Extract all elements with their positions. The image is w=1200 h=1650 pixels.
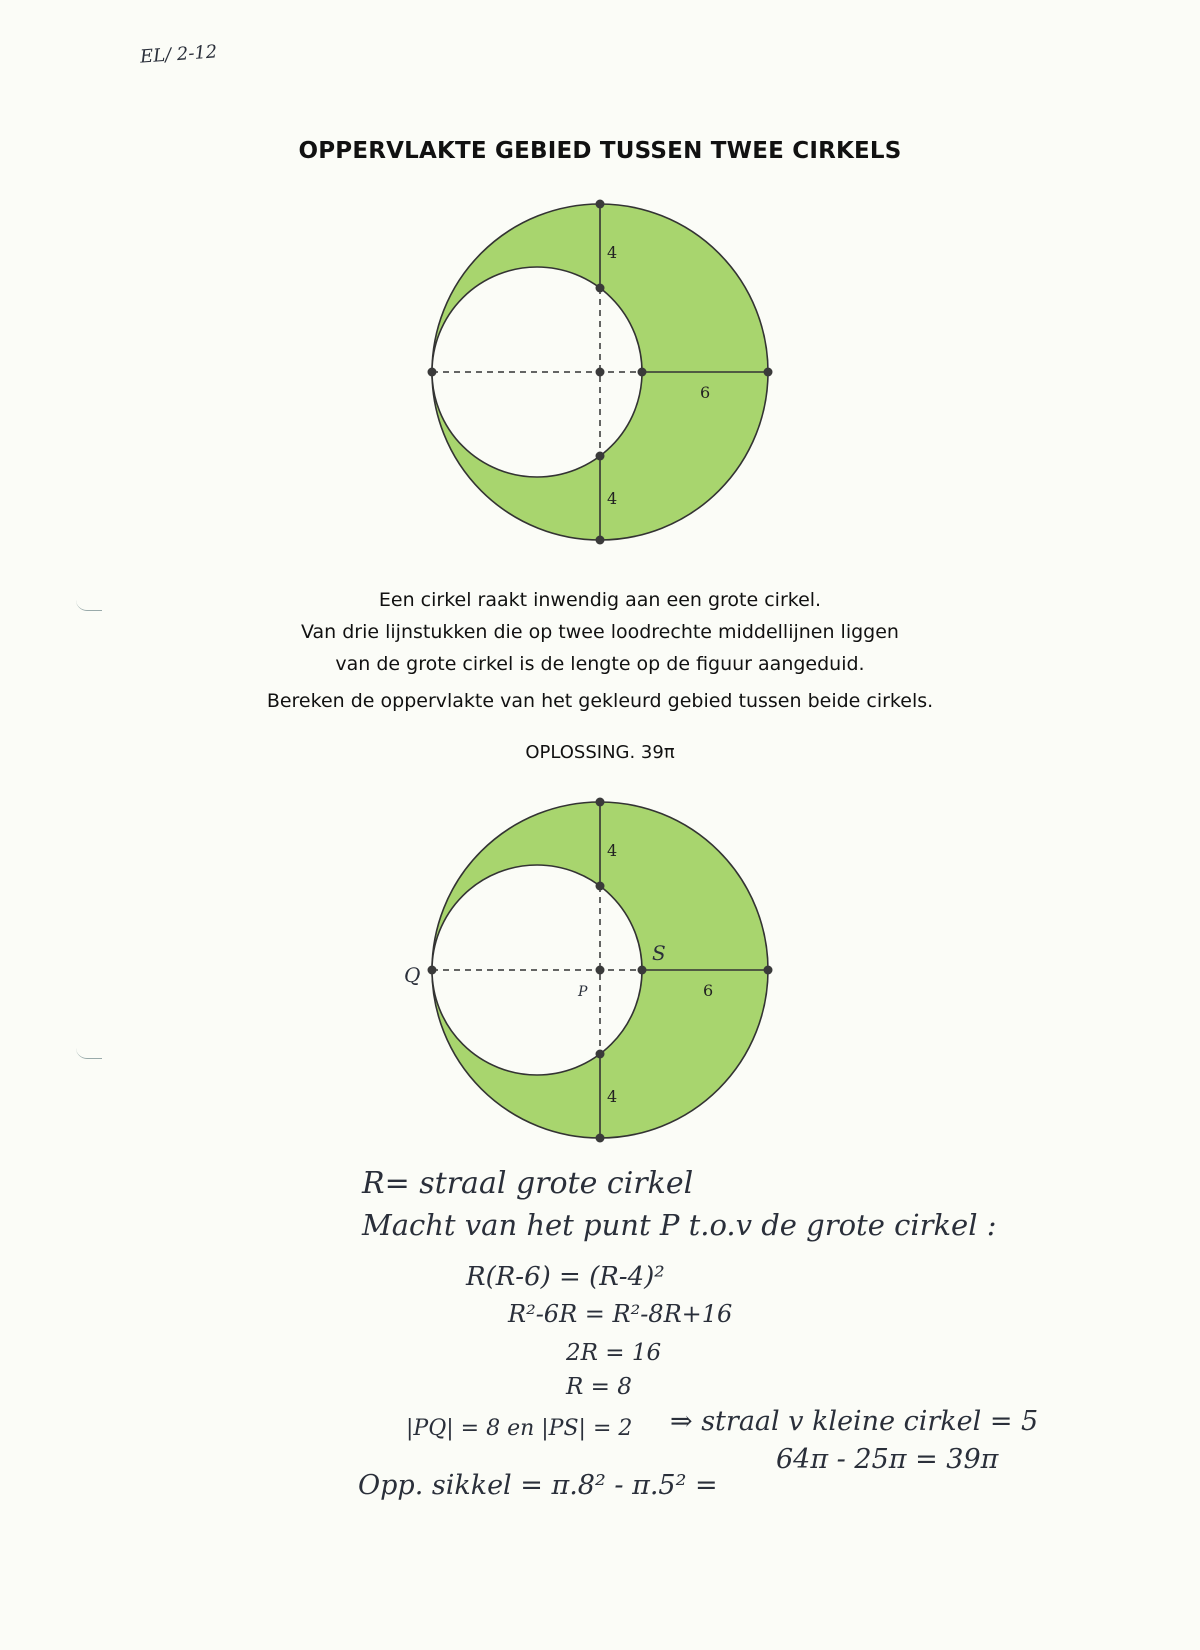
- handwritten-point-Q: Q: [404, 963, 421, 987]
- point-top: [596, 200, 605, 209]
- point-bottom: [596, 1134, 605, 1143]
- solution-line-9: Opp. sikkel = π.8² - π.5² =: [358, 1470, 718, 1501]
- answer: OPLOSSING. 39π: [525, 742, 675, 763]
- solution-line-7: |PQ| = 8 en |PS| = 2: [406, 1416, 633, 1441]
- label-right-6: 6: [700, 383, 711, 402]
- point-right: [764, 368, 773, 377]
- problem-line-3: van de grote cirkel is de lengte op de figuur aangeduid.: [335, 653, 865, 675]
- corner-note: EL/ 2-12: [139, 41, 218, 68]
- solution-line-3: R(R-6) = (R-4)²: [466, 1262, 665, 1292]
- problem-line-2: Van drie lijnstukken die op twee loodrechte middellijnen liggen: [301, 621, 899, 643]
- figure-bottom: [404, 798, 773, 1143]
- solution-line-10: 64π - 25π = 39π: [776, 1444, 999, 1475]
- label-bottom-4: 4: [607, 489, 618, 508]
- point-lower-inner: [596, 1050, 605, 1059]
- solution-line-5: 2R = 16: [566, 1340, 662, 1366]
- point-upper-inner: [596, 284, 605, 293]
- label-top-4: 4: [607, 243, 618, 262]
- point-center: [596, 368, 605, 377]
- solution-line-6: R = 8: [566, 1374, 632, 1400]
- solution-line-4: R²-6R = R²-8R+16: [508, 1300, 733, 1328]
- point-Q: [428, 966, 437, 975]
- problem-line-1: Een cirkel raakt inwendig aan een grote cirkel.: [378, 589, 822, 611]
- problem-statement: [0, 584, 1200, 680]
- point-right: [764, 966, 773, 975]
- handwritten-point-P: P: [578, 984, 588, 1000]
- point-top: [596, 798, 605, 807]
- page-title: OPPERVLAKTE GEBIED TUSSEN TWEE CIRKELS: [298, 138, 902, 164]
- point-lower-inner: [596, 452, 605, 461]
- point-inner-right: [638, 368, 647, 377]
- point-bottom: [596, 536, 605, 545]
- point-P: [596, 966, 605, 975]
- solution-line-8: ⇒ straal v kleine cirkel = 5: [670, 1406, 1039, 1437]
- figure-top: [428, 200, 773, 545]
- handwritten-point-S: S: [652, 941, 666, 965]
- label-top-4: 4: [607, 841, 618, 860]
- solution-line-1: R= straal grote cirkel: [362, 1166, 694, 1201]
- label-bottom-4: 4: [607, 1087, 618, 1106]
- point-left: [428, 368, 437, 377]
- solution-line-2: Macht van het punt P t.o.v de grote cirkel :: [362, 1208, 997, 1242]
- question: Bereken de oppervlakte van het gekleurd gebied tussen beide cirkels.: [266, 690, 934, 712]
- point-S: [638, 966, 647, 975]
- label-right-6: 6: [703, 981, 714, 1000]
- point-upper-inner: [596, 882, 605, 891]
